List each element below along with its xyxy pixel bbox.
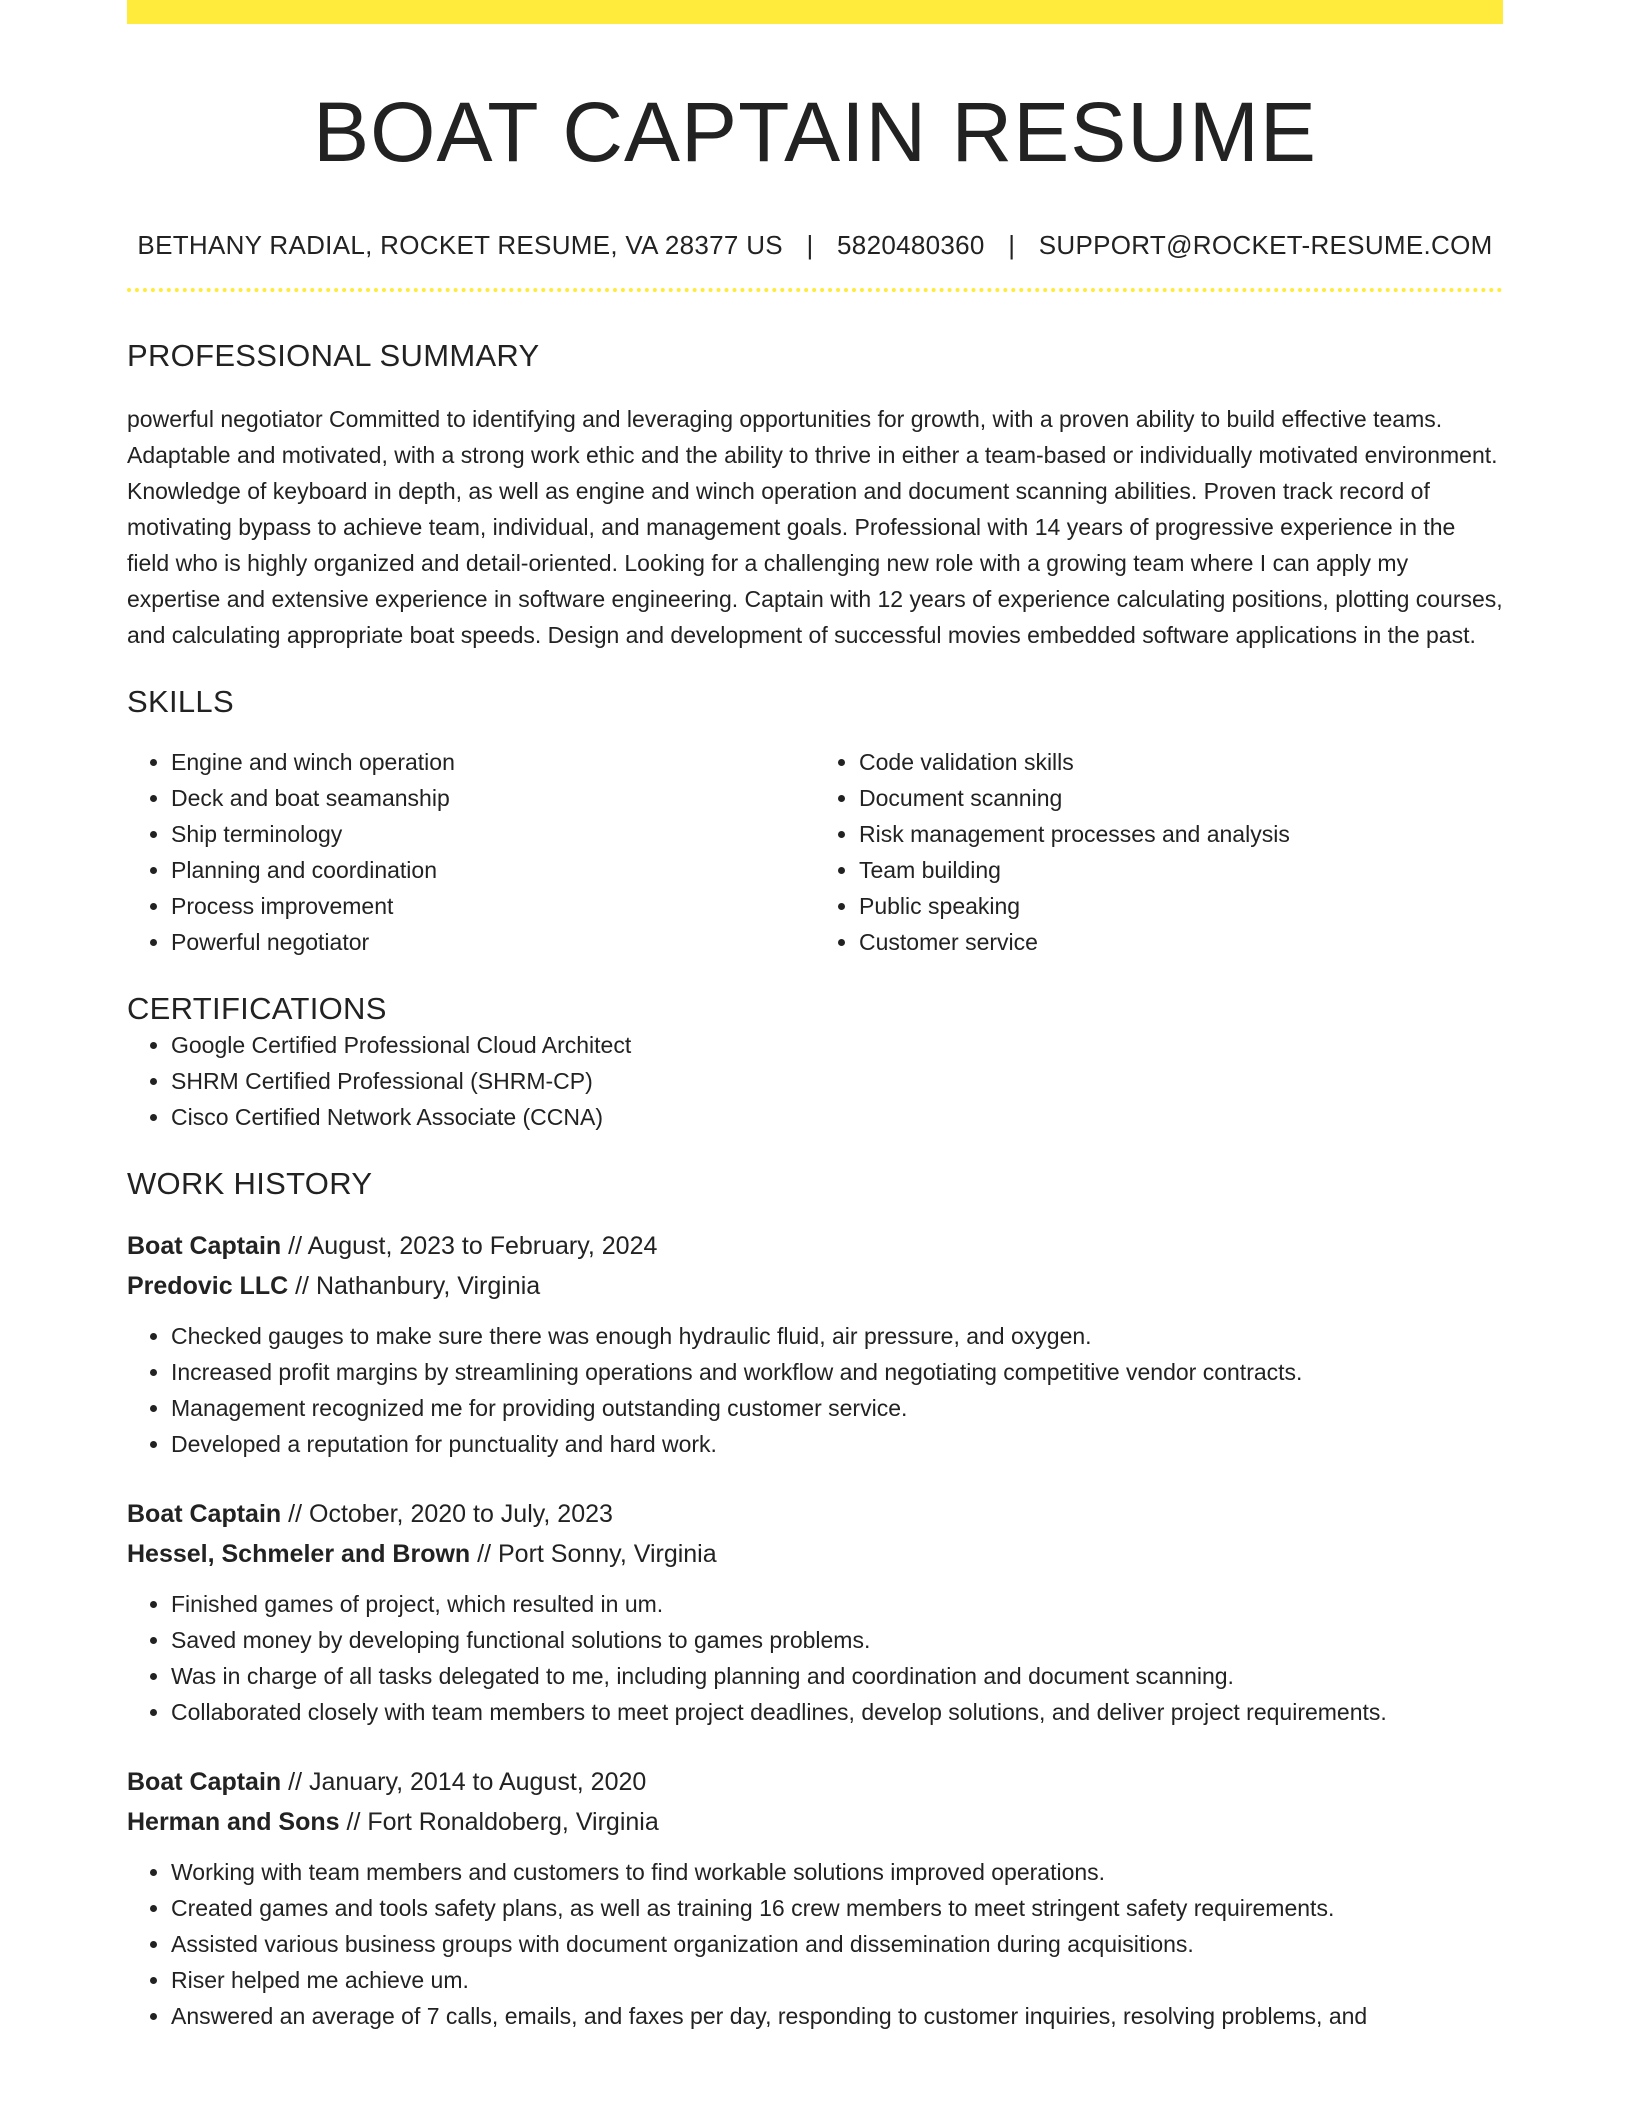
skill-item: • Team building: [859, 852, 1503, 888]
skills-heading: SKILLS: [127, 683, 234, 719]
job-entry: [127, 1762, 1503, 2034]
resume-title: BOAT CAPTAIN RESUME: [313, 85, 1317, 179]
job-dates: August, 2023 to February, 2024: [307, 1232, 658, 1261]
summary-text: powerful negotiator Committed to identifying and leveraging opportunities for growth, with a proven ability to build effective teams. Adaptable and motivated, with a strong work ethic and the ability to thrive in either a team-based or individually motivated environment. Knowledge of keyboard in depth, as well as engine and winch operation and document scanning abilities. Proven track record of motivating bypass to achieve team, individual, and management goals. Professional with 14 years of progressive experience in the field who is highly organized and detail-oriented. Looking for a challenging new role with a growing team where I can apply my expertise and extensive experience in software engineering. Captain with 12 years of experience calculating positions, plotting courses, and calculating appropriate boat speeds. Design and development of successful movies embedded software applications in the past.: [127, 405, 1503, 648]
skill-item: • Planning and coordination: [171, 852, 815, 888]
contact-email: SUPPORT@ROCKET-RESUME.COM: [1038, 229, 1493, 260]
job-company: Hessel, Schmeler and Brown: [127, 1540, 471, 1569]
job-bullet: • Increased profit margins by streamlining operations and workflow and negotiating competitive vendor contracts.: [171, 1354, 1503, 1390]
job-bullet: • Developed a reputation for punctuality and hard work.: [171, 1426, 1503, 1462]
job-bullet: • Finished games of project, which resulted in um.: [171, 1586, 1503, 1622]
job-location: Port Sonny, Virginia: [498, 1540, 717, 1569]
job-divider: //: [346, 1808, 361, 1837]
job-bullet: • Answered an average of 7 calls, emails, and faxes per day, responding to customer inquiries, resolving problems, and: [171, 1998, 1503, 2034]
job-title-line: [127, 1494, 1503, 1534]
job-entry: [127, 1494, 1503, 1730]
job-bullet: • Assisted various business groups with document organization and dissemination during acquisitions.: [171, 1926, 1503, 1962]
job-company-line: [127, 1802, 1503, 1842]
job-divider: //: [288, 1232, 303, 1261]
job-divider: //: [288, 1768, 303, 1797]
job-divider: //: [477, 1540, 492, 1569]
job-company: Herman and Sons: [127, 1808, 340, 1837]
job-company-line: [127, 1534, 1503, 1574]
skill-item: • Ship terminology: [171, 816, 815, 852]
job-company-line: [127, 1266, 1503, 1306]
job-bullet: • Saved money by developing functional solutions to games problems.: [171, 1622, 1503, 1658]
job-divider: //: [288, 1500, 303, 1529]
skills-left-column: [127, 744, 815, 960]
certifications-list: [127, 1027, 1503, 1135]
skill-item: • Deck and boat seamanship: [171, 780, 815, 816]
contact-separator: |: [1008, 229, 1016, 260]
work-history-heading: WORK HISTORY: [127, 1165, 373, 1201]
job-bullet: • Was in charge of all tasks delegated to me, including planning and coordination and document scanning.: [171, 1658, 1503, 1694]
job-role: Boat Captain: [127, 1232, 282, 1261]
skill-item: • Document scanning: [859, 780, 1503, 816]
job-bullet: • Collaborated closely with team members to meet project deadlines, develop solutions, and deliver project requirements.: [171, 1694, 1503, 1730]
header-divider: [127, 288, 1503, 292]
job-bullets: [127, 1586, 1503, 1730]
skill-item: • Code validation skills: [859, 744, 1503, 780]
contact-separator: |: [806, 229, 814, 260]
job-entry: [127, 1226, 1503, 1462]
job-location: Nathanbury, Virginia: [315, 1272, 541, 1301]
contact-phone: 5820480360: [837, 229, 985, 260]
certifications-heading: CERTIFICATIONS: [127, 990, 387, 1026]
skill-item: • Process improvement: [171, 888, 815, 924]
job-company: Predovic LLC: [127, 1272, 289, 1301]
job-dates: October, 2020 to July, 2023: [309, 1500, 613, 1529]
contact-line: [127, 229, 1503, 263]
job-dates: January, 2014 to August, 2020: [309, 1768, 647, 1797]
skill-item: • Engine and winch operation: [171, 744, 815, 780]
skills-right-column: [815, 744, 1503, 960]
skills-grid: [127, 744, 1503, 960]
top-accent-bar: [127, 0, 1503, 24]
skill-item: • Risk management processes and analysis: [859, 816, 1503, 852]
job-bullets: [127, 1318, 1503, 1462]
job-title-line: [127, 1762, 1503, 1802]
job-bullet: • Checked gauges to make sure there was enough hydraulic fluid, air pressure, and oxygen.: [171, 1318, 1503, 1354]
skill-item: • Public speaking: [859, 888, 1503, 924]
certification-item: • Cisco Certified Network Associate (CCNA): [171, 1099, 1503, 1135]
job-bullet: • Riser helped me achieve um.: [171, 1962, 1503, 1998]
job-bullets: [127, 1854, 1503, 2034]
certification-item: • Google Certified Professional Cloud Architect: [171, 1027, 1503, 1063]
skill-item: • Powerful negotiator: [171, 924, 815, 960]
job-title-line: [127, 1226, 1503, 1266]
job-role: Boat Captain: [127, 1500, 282, 1529]
summary-heading: PROFESSIONAL SUMMARY: [127, 338, 540, 374]
job-divider: //: [295, 1272, 310, 1301]
job-role: Boat Captain: [127, 1768, 282, 1797]
job-bullet: • Working with team members and customers to find workable solutions improved operations.: [171, 1854, 1503, 1890]
contact-address: BETHANY RADIAL, ROCKET RESUME, VA 28377 US: [137, 229, 783, 260]
resume-page: [127, 0, 1503, 2034]
job-bullet: • Created games and tools safety plans, as well as training 16 crew members to meet stringent safety requirements.: [171, 1890, 1503, 1926]
skill-item: • Customer service: [859, 924, 1503, 960]
job-bullet: • Management recognized me for providing outstanding customer service.: [171, 1390, 1503, 1426]
job-location: Fort Ronaldoberg, Virginia: [367, 1808, 659, 1837]
certification-item: • SHRM Certified Professional (SHRM-CP): [171, 1063, 1503, 1099]
